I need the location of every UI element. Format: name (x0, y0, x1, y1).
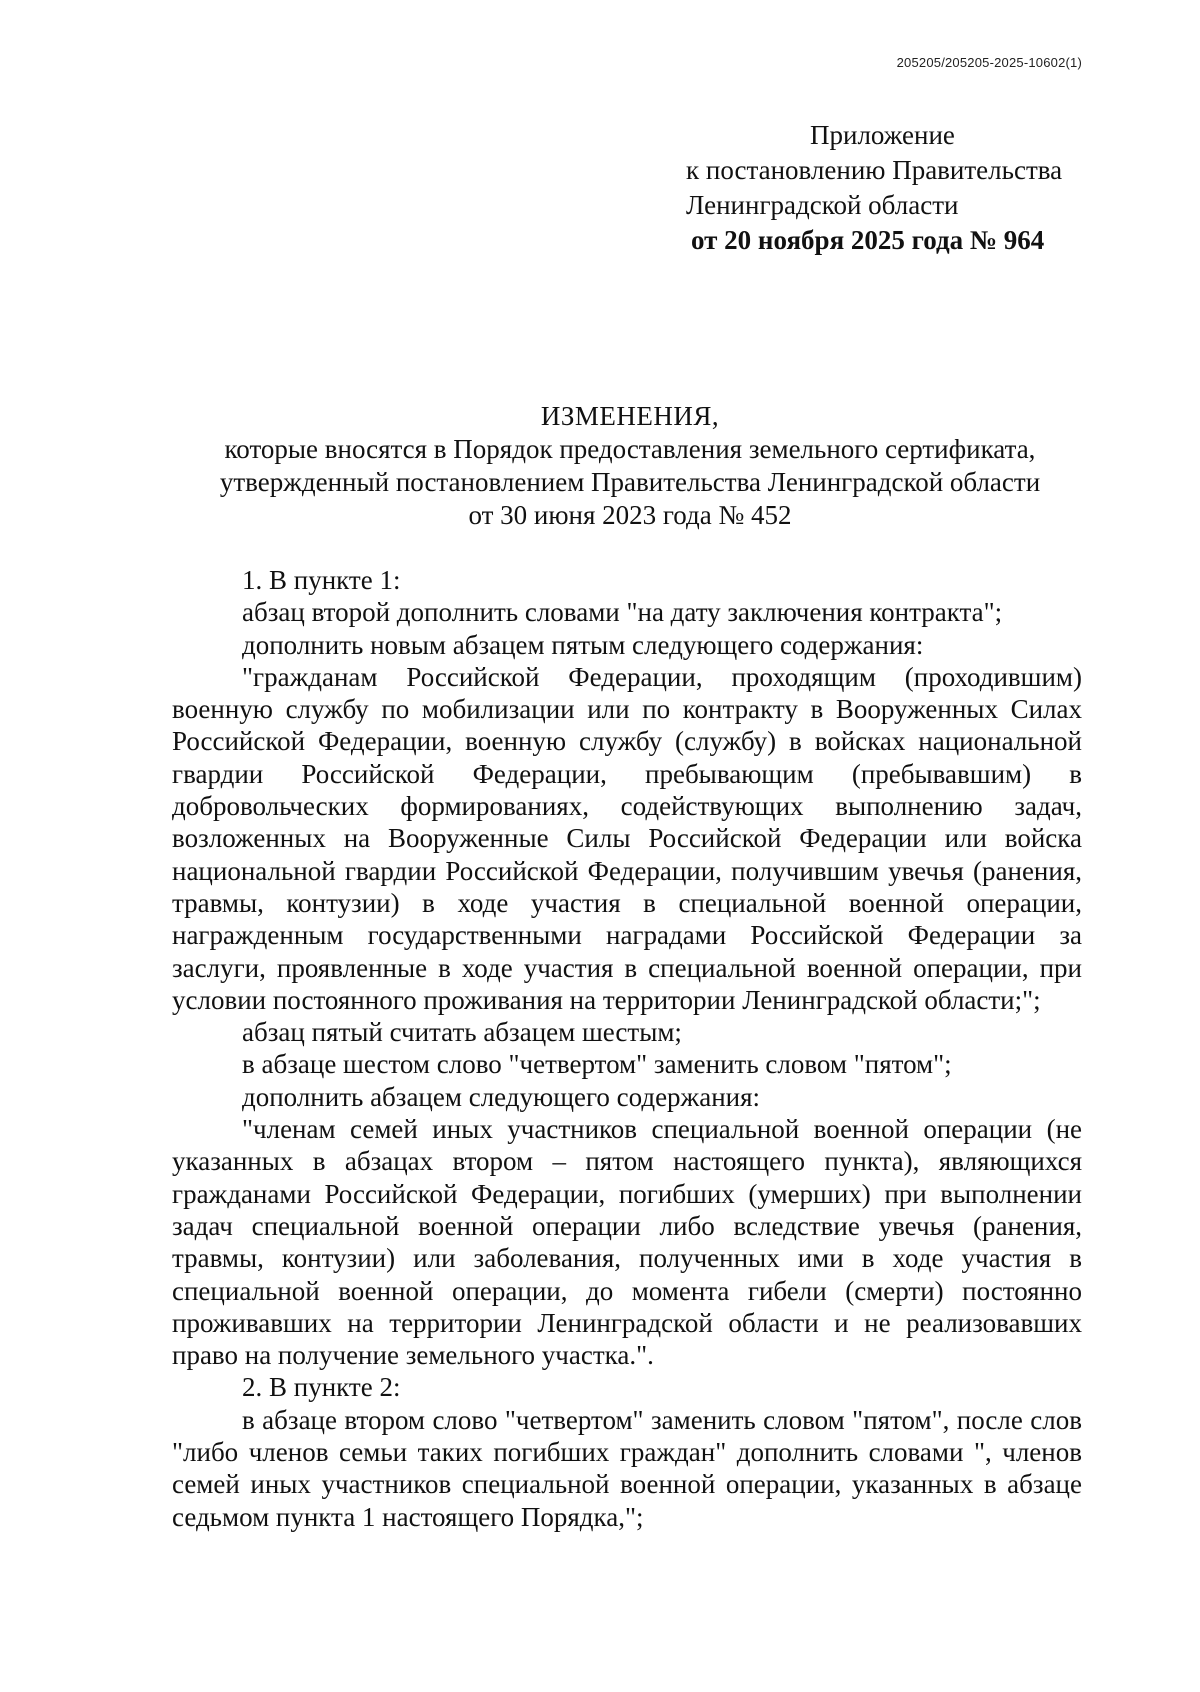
appendix-line-2: Ленинградской области (686, 190, 959, 220)
appendix-title: Приложение (810, 120, 955, 150)
heading-line-1: которые вносятся в Порядок предоставления земельного сертификата, (224, 434, 1036, 464)
appendix-block (686, 118, 1062, 258)
paragraph: абзац второй дополнить словами "на дату заключения контракта"; (242, 597, 1003, 628)
document-body (172, 564, 1082, 1533)
heading-title: ИЗМЕНЕНИЯ, (540, 401, 720, 431)
paragraph-item-1: 1. В пункте 1: (242, 565, 401, 595)
heading-line-3: от 30 июня 2023 года № 452 (468, 500, 792, 530)
paragraph-item-2: 2. В пункте 2: (242, 1372, 401, 1403)
paragraph-quote: "гражданам Российской Федерации, проходящим (проходившим) военную службу по мобилизации или по контракту в Вооруженных Силах Российской Федерации, военную службу (службу) в войсках национальной гвардии Российской Федерации, пребывающим (пребывавшим) в добровольческих формированиях, содействующих выполнению задач, возложенных на Вооруженные Силы Российской Федерации или войска национальной гвардии Российской Федерации, получившим увечья (ранения, травмы, контузии) в ходе участия в специальной военной операции, награжденным государственными наградами Российской Федерации за заслуги, проявленные в ходе участия в специальной военной операции, при условии постоянного проживания на территории Ленинградской области;"; (172, 661, 1082, 1015)
document-heading (0, 400, 1200, 532)
heading-line-2: утвержденный постановлением Правительства Ленинградской области (219, 467, 1041, 497)
paragraph-quote: "членам семей иных участников специальной военной операции (не указанных в абзацах втором – пятом настоящего пункта), являющихся гражданами Российской Федерации, погибших (умерших) при выполнении задач специальной военной операции либо вследствие увечья (ранения, травмы, контузии) или заболевания, полученных ими в ходе участия в специальной военной операции, до момента гибели (смерти) постоянно проживавших на территории Ленинградской области и не реализовавших право на получение земельного участка.". (172, 1114, 1082, 1371)
appendix-line-1: к постановлению Правительства (686, 155, 1063, 185)
paragraph: дополнить абзацем следующего содержания: (242, 1081, 761, 1112)
paragraph: дополнить новым абзацем пятым следующего содержания: (242, 629, 924, 660)
paragraph: в абзаце втором слово "четвертом" заменить словом "пятом", после слов "либо членов семьи таких погибших граждан" дополнить словами ", членов семей иных участников специальной военной операции, указанных в абзаце седьмом пункта 1 настоящего Порядка,"; (172, 1404, 1082, 1532)
paragraph: в абзаце шестом слово "четвертом" заменить словом "пятом"; (242, 1049, 952, 1080)
document-id: 205205/205205-2025-10602(1) (896, 55, 1082, 70)
paragraph: абзац пятый считать абзацем шестым; (242, 1017, 682, 1048)
appendix-date: от 20 ноября 2025 года № 964 (691, 225, 1045, 255)
